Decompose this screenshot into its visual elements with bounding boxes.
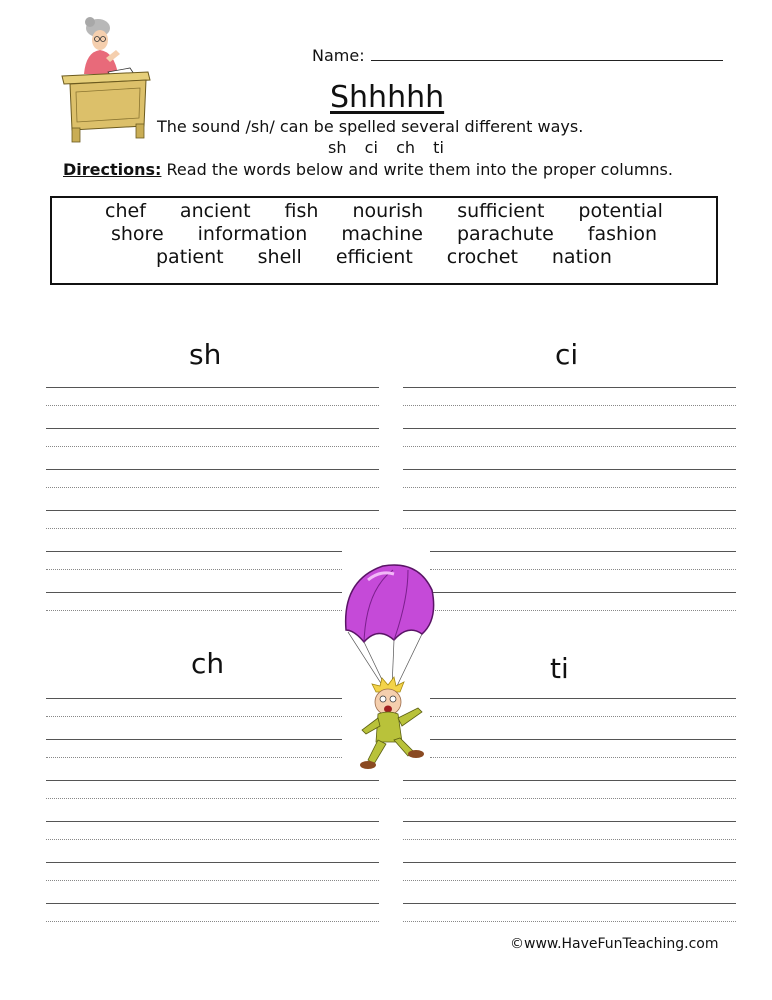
writing-guide-line[interactable] <box>403 487 736 488</box>
name-field[interactable] <box>312 46 723 65</box>
word-bank-word: parachute <box>456 223 554 245</box>
writing-guide-line[interactable] <box>46 921 379 922</box>
name-write-line[interactable] <box>371 46 723 61</box>
writing-guide-line[interactable] <box>46 839 379 840</box>
writing-line[interactable] <box>46 510 379 511</box>
writing-guide-line[interactable] <box>403 528 736 529</box>
word-bank-word: patient <box>156 246 224 268</box>
subtitle: The sound /sh/ can be spelled several different ways. <box>157 117 584 136</box>
writing-line[interactable] <box>46 469 379 470</box>
word-bank-word: shore <box>110 223 164 245</box>
writing-line[interactable] <box>403 510 736 511</box>
writing-line[interactable] <box>46 428 379 429</box>
writing-guide-line[interactable] <box>46 880 379 881</box>
word-bank-word: crochet <box>446 246 518 268</box>
writing-guide-line[interactable] <box>46 528 379 529</box>
copyright-footer: ©www.HaveFunTeaching.com <box>510 936 719 952</box>
word-bank-word: machine <box>341 223 423 245</box>
writing-guide-line[interactable] <box>46 487 379 488</box>
writing-guide-line[interactable] <box>430 757 736 758</box>
name-label: Name: <box>312 46 365 65</box>
writing-line[interactable] <box>46 387 379 388</box>
spelling-patterns: sh ci ch ti <box>328 138 444 157</box>
column-heading-sh: sh <box>189 338 222 371</box>
writing-line[interactable] <box>430 739 736 740</box>
word-bank-word: fish <box>284 200 319 222</box>
directions-text: Read the words below and write them into the proper columns. <box>161 160 673 179</box>
writing-guide-line[interactable] <box>46 716 342 717</box>
word-bank-word: fashion <box>587 223 658 245</box>
writing-line[interactable] <box>403 780 736 781</box>
writing-guide-line[interactable] <box>403 921 736 922</box>
writing-line[interactable] <box>403 903 736 904</box>
directions <box>63 160 673 179</box>
word-bank-word: potential <box>578 200 663 222</box>
word-bank-box <box>50 196 718 285</box>
writing-line[interactable] <box>403 862 736 863</box>
parachute-kid-illustration <box>338 560 438 775</box>
word-bank-row <box>52 200 716 222</box>
writing-guide-line[interactable] <box>46 798 379 799</box>
writing-line[interactable] <box>46 592 342 593</box>
writing-line[interactable] <box>46 551 342 552</box>
column-heading-ti: ti <box>550 652 569 685</box>
word-bank-word: chef <box>105 200 146 222</box>
writing-guide-line[interactable] <box>403 839 736 840</box>
writing-line[interactable] <box>403 821 736 822</box>
word-bank-word: ancient <box>179 200 251 222</box>
writing-guide-line[interactable] <box>46 610 342 611</box>
word-bank-word: information <box>197 223 308 245</box>
word-bank-word: efficient <box>335 246 413 268</box>
writing-line[interactable] <box>46 862 379 863</box>
writing-guide-line[interactable] <box>430 610 736 611</box>
writing-line[interactable] <box>46 780 379 781</box>
writing-guide-line[interactable] <box>403 405 736 406</box>
writing-line[interactable] <box>430 592 736 593</box>
writing-line[interactable] <box>46 821 379 822</box>
writing-line[interactable] <box>403 469 736 470</box>
writing-line[interactable] <box>430 551 736 552</box>
writing-line[interactable] <box>403 387 736 388</box>
writing-line[interactable] <box>430 698 736 699</box>
writing-guide-line[interactable] <box>430 569 736 570</box>
word-bank-word: shell <box>257 246 302 268</box>
writing-guide-line[interactable] <box>403 446 736 447</box>
teacher-at-desk-illustration <box>60 14 152 144</box>
writing-guide-line[interactable] <box>46 757 342 758</box>
column-heading-ch: ch <box>191 647 225 680</box>
word-bank-word: sufficient <box>457 200 545 222</box>
writing-line[interactable] <box>403 428 736 429</box>
writing-line[interactable] <box>46 903 379 904</box>
writing-guide-line[interactable] <box>46 446 379 447</box>
word-bank-word: nourish <box>352 200 424 222</box>
writing-line[interactable] <box>46 739 342 740</box>
writing-guide-line[interactable] <box>430 716 736 717</box>
page-title: Shhhhh <box>330 80 445 115</box>
directions-label: Directions: <box>63 160 162 179</box>
writing-guide-line[interactable] <box>46 405 379 406</box>
writing-guide-line[interactable] <box>46 569 342 570</box>
column-heading-ci: ci <box>555 338 579 371</box>
writing-guide-line[interactable] <box>403 880 736 881</box>
word-bank-row <box>52 246 716 268</box>
word-bank-row <box>52 223 716 245</box>
word-bank-word: nation <box>551 246 612 268</box>
writing-guide-line[interactable] <box>403 798 736 799</box>
writing-line[interactable] <box>46 698 342 699</box>
